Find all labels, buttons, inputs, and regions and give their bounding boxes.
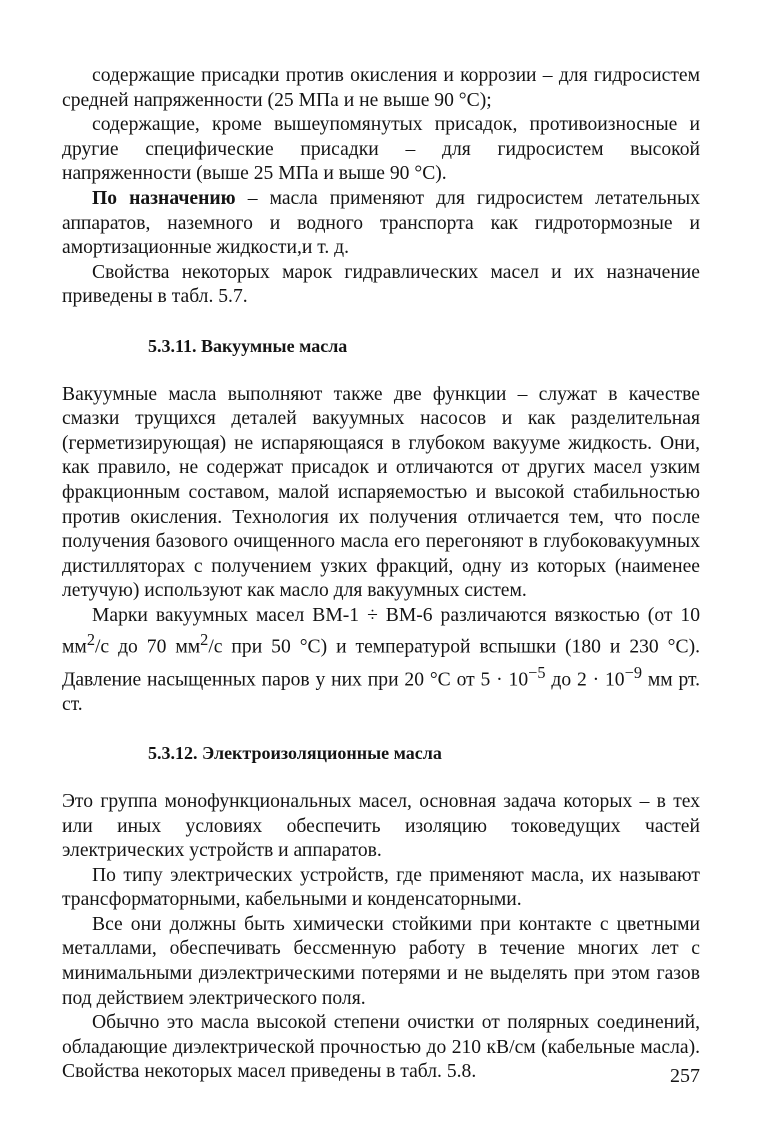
paragraph-table-5-7-reference: Свойства некоторых марок гидравлических масел и их назначение приведены в табл. 5.7. bbox=[62, 261, 700, 308]
grades-text-3: /с при 50 °С) и температурой вспышки (180 и 230 °С). Давление насыщенных паров у них при 20 °С от 5 · 10 bbox=[62, 637, 700, 691]
paragraph-insulating-oils: Это группа монофункциональных масел, основная задача которых – в тех или иных условиях обеспечить изоляцию токоведущих частей электрических устройств и аппаратов. bbox=[62, 790, 700, 862]
superscript: 2 bbox=[200, 630, 209, 650]
paragraph-chemical-stability: Все они должны быть химически стойкими при контакте с цветными металлами, обеспечивать бессменную работу в течение многих лет с минимальными диэлектрическими потерями и не выделять при этом газов под действием электрического поля. bbox=[62, 913, 700, 1009]
page-number: 257 bbox=[670, 1065, 700, 1087]
by-purpose-text: – масла применяют для гидросистем летательных аппаратов, наземного и водного транспорта как гидротормозные и амортизационные жидкости,и т. д. bbox=[62, 187, 700, 259]
section-heading-insulating-oils: 5.3.12. Электроизоляционные масла bbox=[148, 743, 442, 764]
paragraph-by-purpose bbox=[62, 187, 700, 261]
superscript: −5 bbox=[528, 662, 546, 682]
superscript: 2 bbox=[86, 630, 95, 650]
by-purpose-label: По назначению bbox=[92, 187, 236, 209]
paragraph-vacuum-oils: Вакуумные масла выполняют также две функции – служат в качестве смазки трущихся деталей вакуумных насосов и как разделительная (герметизирующая) не испаряющаяся в глубоком вакууме жидкость. Они, как правило, не содержат присадок и отличаются от других масел узким фракционным составом, малой испаряемостью и высокой стабильностью против окисления. Технология их получения отличается тем, что после получения базового очищенного масла его перегоняют в глубоковакуумных дистилляторах с получением узких фракций, одну из которых (наименее летучую) используют как масло для вакуумных систем. bbox=[62, 383, 700, 602]
grades-text-1: Марки вакуумных масел ВМ-1 ÷ ВМ-6 различаются вязкостью (от 10 мм bbox=[62, 604, 700, 658]
paragraph-antioxidant-oils: содержащие присадки против окисления и коррозии – для гидросистем средней напряженности (25 МПа и не выше 90 °С); bbox=[62, 65, 700, 111]
section-heading-vacuum-oils: 5.3.11. Вакуумные масла bbox=[148, 335, 348, 356]
superscript: −9 bbox=[624, 662, 642, 682]
grades-text-4: до 2 · 10 bbox=[545, 669, 625, 691]
paragraph-oil-types: По типу электрических устройств, где применяют масла, их называют трансформаторными, кабельными и конденсаторными. bbox=[62, 864, 700, 911]
paragraph-antiwear-oils: содержащие, кроме вышеупомянутых присадок, противоизносные и другие специфические присадки – для гидросистем высокой напряженности (выше 25 МПа и выше 90 °С). bbox=[62, 114, 700, 185]
grades-text-5: мм рт. ст. bbox=[62, 669, 701, 715]
grades-text-2: /с до 70 мм bbox=[94, 637, 201, 658]
paragraph-table-5-8-reference: Обычно это масла высокой степени очистки от полярных соединений, обладающие диэлектрической прочностью до 210 кВ/см (кабельные масла). Свойства некоторых масел приведены в табл. 5.8. bbox=[62, 1012, 700, 1083]
page-body bbox=[62, 64, 700, 1085]
paragraph-vacuum-oil-grades bbox=[62, 604, 700, 717]
